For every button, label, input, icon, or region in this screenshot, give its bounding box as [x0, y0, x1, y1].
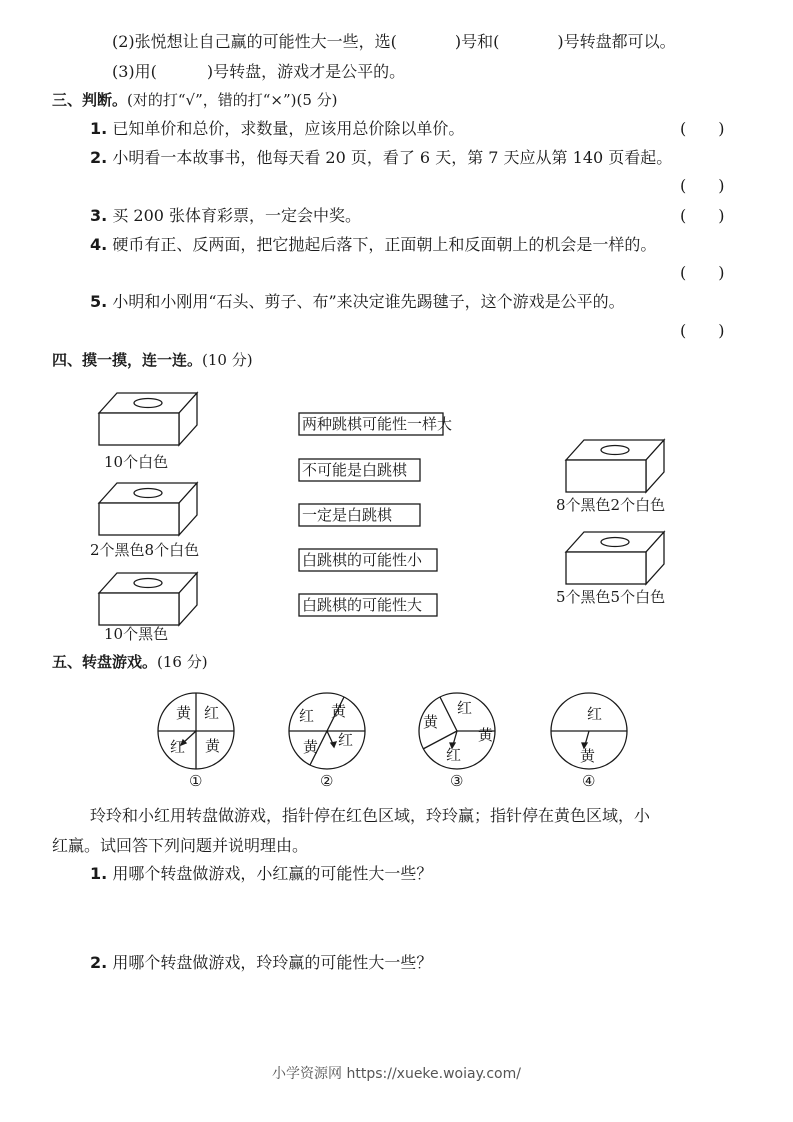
q2-suffix: )号转盘都可以。: [557, 32, 676, 51]
box-left-3-label: 10个黑色: [104, 625, 169, 643]
judge-answer-2[interactable]: ( ): [680, 176, 725, 195]
judge-item-num: 5.: [90, 292, 108, 311]
spinner-3-label-red: 红: [446, 746, 462, 764]
section-5-title: 五、转盘游戏。: [52, 653, 158, 671]
judge-item-text: 硬币有正、反两面，把它抛起后落下，正面朝上和反面朝上的机会是一样的。: [112, 235, 657, 254]
judge-answer-3[interactable]: ( ): [680, 206, 725, 225]
spinner-question-num: 1.: [90, 864, 108, 883]
judge-item-4: [90, 235, 656, 255]
option-3-label: 一定是白跳棋: [302, 506, 393, 524]
spinner-1-label-red: 红: [170, 738, 186, 756]
matching-diagram: [0, 375, 793, 655]
box-right-2: [566, 532, 664, 584]
box-left-3: [99, 573, 197, 625]
box-left-2: [99, 483, 197, 535]
judge-item-text: 已知单价和总价，求数量，应该用总价除以单价。: [112, 119, 465, 138]
spinner-question-num: 2.: [90, 953, 108, 972]
judge-answer-5[interactable]: ( ): [680, 321, 725, 340]
spinner-2-label-yellow: 黄: [331, 702, 347, 720]
spinner-3-number: ③: [450, 772, 464, 790]
section-4-subtitle: (10 分): [202, 351, 253, 369]
section-3-heading: [52, 90, 338, 110]
spinner-2-number: ②: [320, 772, 334, 790]
spinner-3-label-yellow: 黄: [423, 713, 439, 731]
question-2-2: [112, 32, 676, 52]
section-3-title: 三、判断。: [52, 91, 128, 109]
spinner-1-label-yellow: 黄: [205, 737, 221, 755]
section-4-heading: [52, 350, 253, 370]
section-3-subtitle: (对的打“√”，错的打“×”)(5 分): [127, 91, 338, 109]
spinner-4-number: ④: [582, 772, 596, 790]
spinner-3-label-yellow: 黄: [478, 726, 494, 744]
spinner-4-label-red: 红: [587, 705, 603, 723]
section-4-title: 四、摸一摸，连一连。: [52, 351, 203, 369]
spinner-question-2: [90, 953, 432, 973]
judge-item-3: [90, 206, 361, 226]
box-left-2-label: 2个黑色8个白色: [90, 541, 200, 559]
page-footer: 小学资源网 https://xueke.woiay.com/: [272, 1066, 521, 1082]
box-right-2-label: 5个黑色5个白色: [556, 588, 666, 606]
section-5-heading: [52, 652, 208, 672]
section-5-subtitle: (16 分): [157, 653, 208, 671]
judge-item-num: 2.: [90, 148, 108, 167]
q2-prefix: (2)张悦想让自己赢的可能性大一些，选(: [112, 32, 397, 51]
spinner-2-label-yellow: 黄: [303, 738, 319, 756]
judge-item-text: 小明和小刚用“石头、剪子、布”来决定谁先踢毽子，这个游戏是公平的。: [112, 292, 625, 311]
judge-answer-4[interactable]: ( ): [680, 263, 725, 282]
section-5-intro-line-2: 红赢。试回答下列问题并说明理由。: [52, 836, 309, 855]
q3-suffix: )号转盘，游戏才是公平的。: [206, 62, 406, 81]
q2-mid: )号和(: [454, 32, 500, 51]
judge-item-5: [90, 292, 625, 312]
spinner-2-label-red: 红: [299, 707, 315, 725]
judge-item-num: 4.: [90, 235, 108, 254]
box-right-1-label: 8个黑色2个白色: [556, 496, 666, 514]
q3-prefix: (3)用(: [112, 62, 157, 81]
spinner-3-label-red: 红: [457, 699, 473, 717]
spinner-4-label-yellow: 黄: [580, 747, 596, 765]
spinner-question-text: 用哪个转盘做游戏，玲玲赢的可能性大一些？: [112, 953, 433, 972]
spinner-1-label-red: 红: [204, 704, 220, 722]
box-left-1: [99, 393, 197, 445]
spinners-figure: [0, 680, 793, 800]
question-2-3: [112, 62, 405, 82]
judge-item-1: [90, 119, 464, 139]
judge-item-num: 1.: [90, 119, 108, 138]
spinner-question-1: [90, 864, 432, 884]
judge-item-num: 3.: [90, 206, 108, 225]
spinner-question-text: 用哪个转盘做游戏，小红赢的可能性大一些？: [112, 864, 433, 883]
option-5-label: 白跳棋的可能性大: [302, 596, 423, 614]
spinner-1-label-yellow: 黄: [176, 704, 192, 722]
judge-item-text: 小明看一本故事书，他每天看 20 页，看了 6 天，第 7 天应从第 140 页看起。: [112, 148, 673, 167]
section-5-intro-line-1: 玲玲和小红用转盘做游戏，指针停在红色区域，玲玲赢；指针停在黄色区域，小: [90, 806, 651, 825]
box-left-1-label: 10个白色: [104, 453, 169, 471]
spinner-2-label-red: 红: [338, 731, 354, 749]
option-1-label: 两种跳棋可能性一样大: [302, 415, 453, 433]
judge-item-text: 买 200 张体育彩票，一定会中奖。: [112, 206, 362, 225]
box-right-1: [566, 440, 664, 492]
spinner-2: [289, 693, 365, 769]
spinner-1-number: ①: [189, 772, 203, 790]
judge-answer-1[interactable]: ( ): [680, 119, 725, 138]
option-4-label: 白跳棋的可能性小: [302, 551, 423, 569]
judge-item-2: [90, 148, 672, 168]
spinner-1: [158, 693, 234, 769]
option-2-label: 不可能是白跳棋: [302, 461, 408, 479]
